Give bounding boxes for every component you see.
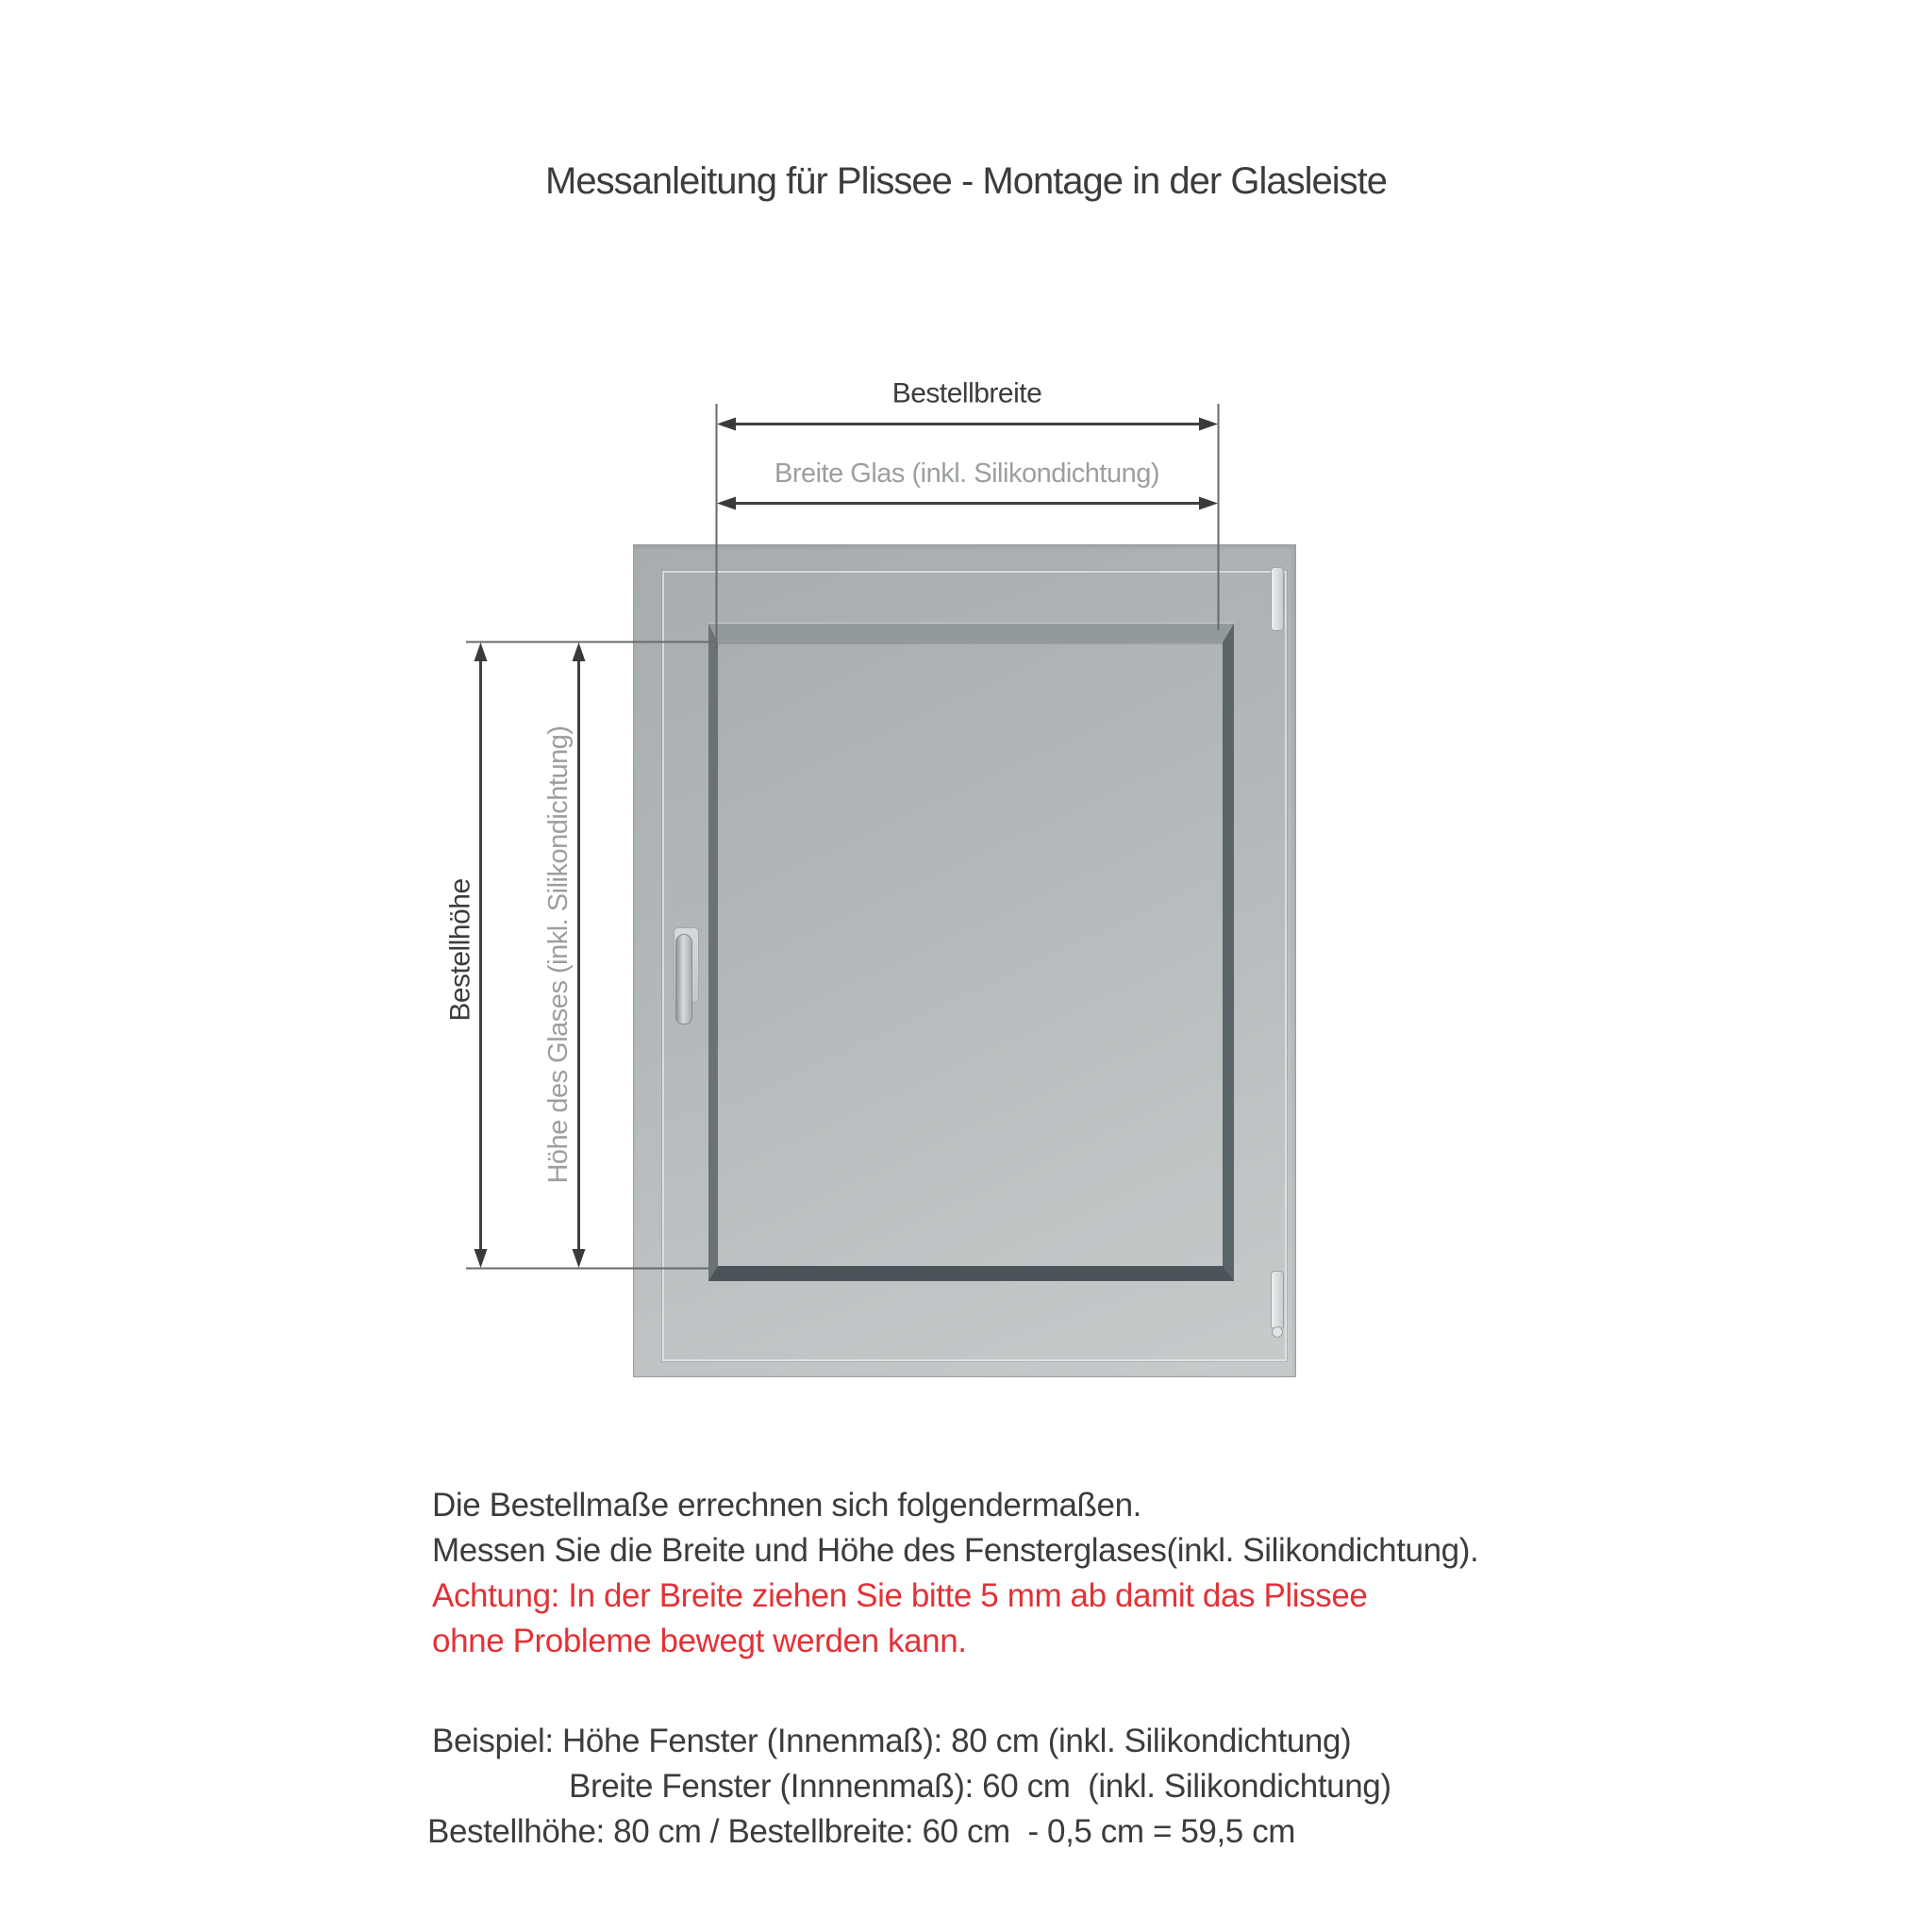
warning-line: ohne Probleme bewegt werden kann. — [432, 1623, 967, 1659]
example-text — [427, 1719, 1391, 1855]
page-title: Messanleitung für Plissee - Montage in der Glasleiste — [545, 160, 1387, 202]
glass-height-label: Höhe des Glases (inkl. Silikondichtung) — [543, 725, 574, 1184]
order-height-label: Bestellhöhe — [444, 878, 476, 1022]
arrowhead-up — [475, 642, 488, 661]
arrowhead-down — [475, 1249, 488, 1268]
arrowhead-down — [573, 1249, 586, 1268]
example-line: Breite Fenster (Innnenmaß): 60 cm (inkl. Silikondichtung) — [569, 1768, 1391, 1805]
glass-width-label: Breite Glas (inkl. Silikondichtung) — [774, 458, 1160, 489]
order-width-label: Bestellbreite — [891, 377, 1042, 409]
instruction-line: Die Bestellmaße errechnen sich folgendermaßen. — [432, 1487, 1141, 1524]
warning-line: Achtung: In der Breite ziehen Sie bitte 5 mm ab damit das Plissee — [432, 1577, 1368, 1614]
example-line: Bestellhöhe: 80 cm / Bestellbreite: 60 cm - 0,5 cm = 59,5 cm — [427, 1813, 1296, 1850]
arrowhead-up — [573, 642, 586, 661]
instruction-line: Messen Sie die Breite und Höhe des Fensterglases(inkl. Silikondichtung). — [432, 1532, 1479, 1569]
arrowhead-right — [1199, 497, 1218, 510]
example-line: Beispiel: Höhe Fenster (Innenmaß): 80 cm (inkl. Silikondichtung) — [432, 1723, 1352, 1759]
arrowhead-left — [717, 418, 736, 431]
arrowhead-left — [717, 497, 736, 510]
arrowhead-right — [1199, 418, 1218, 431]
instruction-text — [432, 1483, 1478, 1664]
